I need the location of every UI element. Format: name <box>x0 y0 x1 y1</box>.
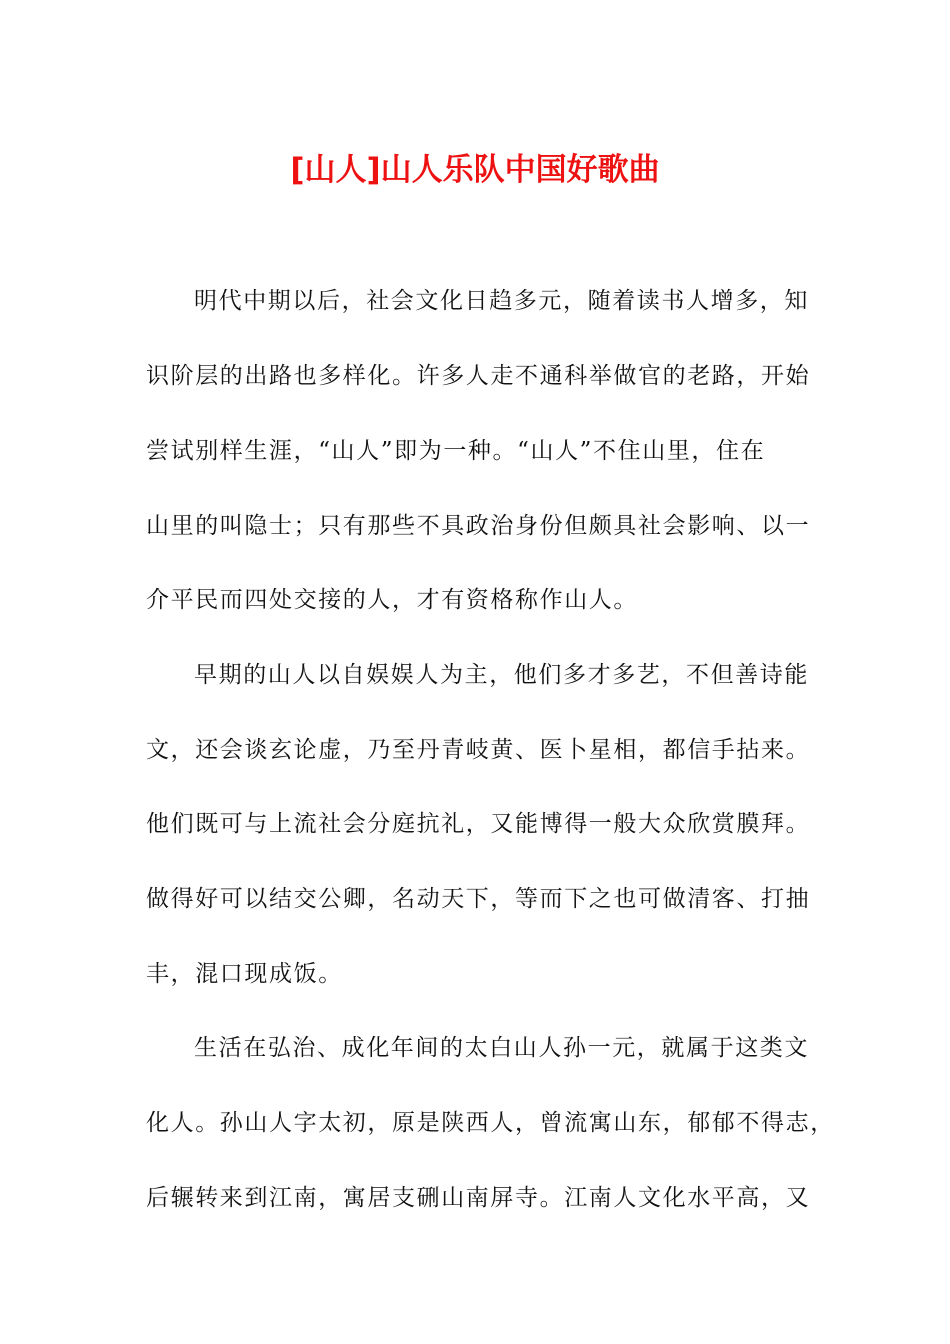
paragraph-2-line-4: 做得好可以结交公卿，名动天下，等而下之也可做清客、打抽 <box>146 886 811 912</box>
paragraph-1-line-4: 山里的叫隐士；只有那些不具政治身份但颇具社会影响、以一 <box>146 513 811 539</box>
paragraph-2-line-3: 他们既可与上流社会分庭抗礼，又能博得一般大众欣赏膜拜。 <box>146 811 811 837</box>
paragraph-1-line-5: 介平民而四处交接的人，才有资格称作山人。 <box>146 587 638 613</box>
paragraph-2-line-1: 早期的山人以自娱娱人为主，他们多才多艺，不但善诗能 <box>194 662 809 688</box>
paragraph-1-line-3: 尝试别样生涯，“山人”即为一种。“山人”不住山里，住在 <box>146 438 766 464</box>
paragraph-3-line-2: 化人。孙山人字太初，原是陕西人，曾流寓山东，郁郁不得志， <box>146 1110 835 1136</box>
document-title: [山人]山人乐队中国好歌曲 <box>290 152 660 188</box>
paragraph-2-line-2: 文，还会谈玄论虚，乃至丹青岐黄、医卜星相，都信手拈来。 <box>146 737 811 763</box>
paragraph-1-line-2: 识阶层的出路也多样化。许多人走不通科举做官的老路，开始 <box>146 363 811 389</box>
paragraph-3-line-3: 后辗转来到江南，寓居支硎山南屏寺。江南人文化水平高，又 <box>146 1185 811 1211</box>
paragraph-2-line-5: 丰，混口现成饭。 <box>146 961 343 987</box>
paragraph-1-line-1: 明代中期以后，社会文化日趋多元，随着读书人增多，知 <box>194 288 809 314</box>
paragraph-3-line-1: 生活在弘治、成化年间的太白山人孙一元，就属于这类文 <box>194 1035 809 1061</box>
